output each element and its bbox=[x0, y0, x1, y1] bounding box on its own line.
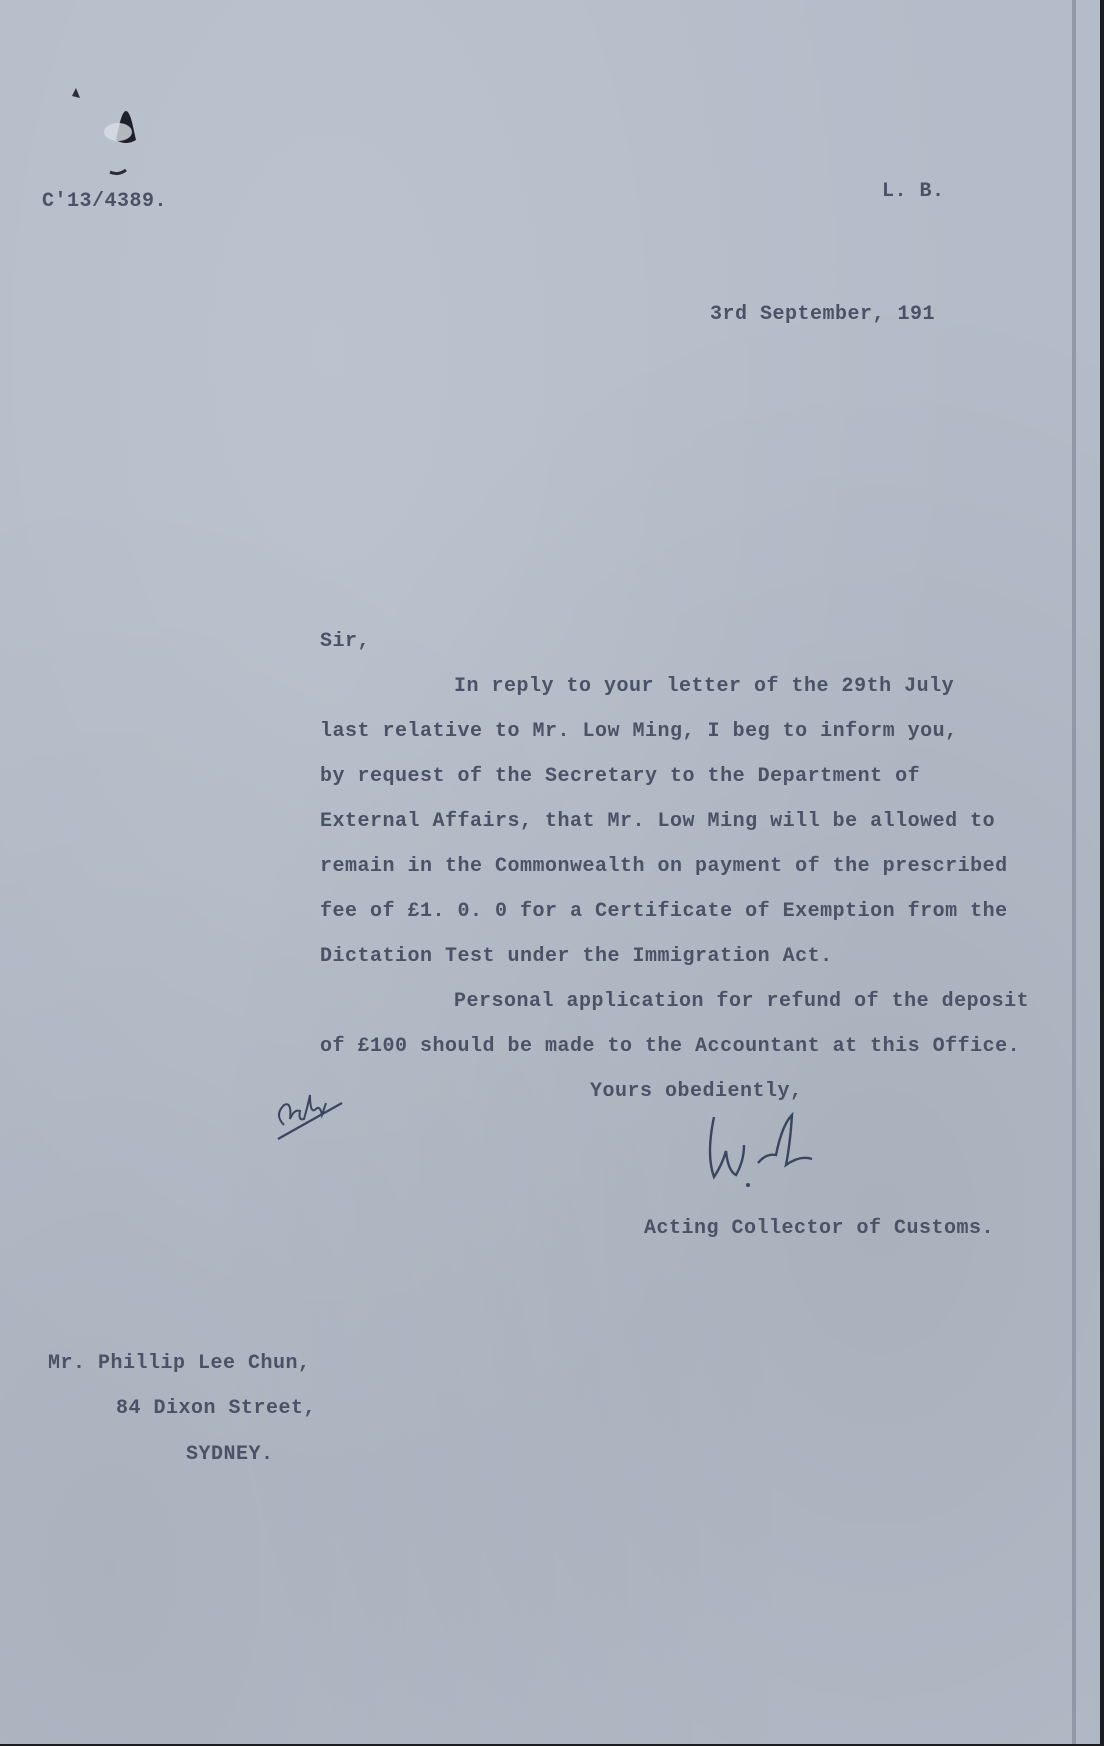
office-code: L. B. bbox=[882, 180, 945, 203]
body-line-9: of £100 should be made to the Accountant at this Office. bbox=[320, 1035, 1021, 1058]
body-line-8: Personal application for refund of the deposit bbox=[454, 990, 1030, 1013]
body-line-5: remain in the Commonwealth on payment of the prescribed bbox=[320, 855, 1008, 878]
body-line-4: External Affairs, that Mr. Low Ming will be allowed to bbox=[320, 810, 996, 833]
letter-date: 3rd September, 191 bbox=[710, 303, 936, 326]
body-line-7: Dictation Test under the Immigration Act. bbox=[320, 945, 833, 968]
punch-hole-mark bbox=[60, 82, 160, 182]
file-reference: C'13/4389. bbox=[42, 190, 168, 213]
closing: Yours obediently, bbox=[590, 1080, 803, 1103]
body-line-6: fee of £1. 0. 0 for a Certificate of Exemption from the bbox=[320, 900, 1008, 923]
addressee-name: Mr. Phillip Lee Chun, bbox=[48, 1352, 311, 1375]
signature bbox=[700, 1105, 830, 1195]
salutation: Sir, bbox=[320, 630, 371, 653]
handwritten-initials bbox=[270, 1075, 350, 1145]
body-line-2: last relative to Mr. Low Ming, I beg to inform you, bbox=[320, 720, 958, 743]
addressee-city: SYDNEY. bbox=[186, 1443, 274, 1466]
signature-title: Acting Collector of Customs. bbox=[644, 1217, 995, 1240]
body-line-1: In reply to your letter of the 29th July bbox=[454, 675, 955, 698]
body-line-3: by request of the Secretary to the Department of bbox=[320, 765, 921, 788]
page-edge bbox=[1072, 0, 1076, 1744]
addressee-street: 84 Dixon Street, bbox=[116, 1397, 317, 1420]
